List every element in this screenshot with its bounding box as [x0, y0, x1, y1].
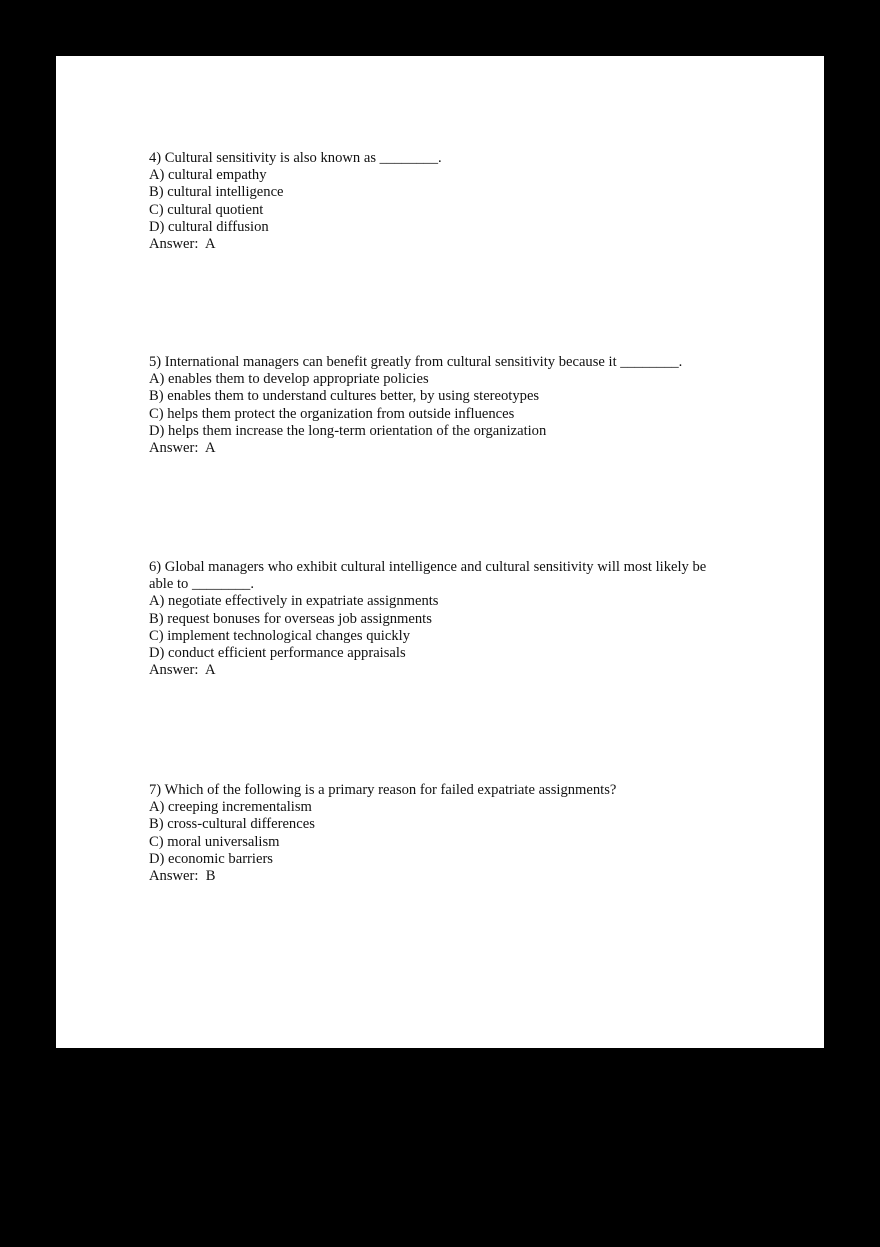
answer: Answer: A: [149, 440, 216, 457]
question-stem: 4) Cultural sensitivity is also known as ________.: [149, 150, 442, 166]
answer: Answer: B: [149, 868, 216, 885]
option-d: D) helps them increase the long-term orientation of the organization: [149, 422, 547, 439]
question-4: [149, 150, 739, 253]
answer: Answer: A: [149, 662, 216, 679]
question-stem: 7) Which of the following is a primary reason for failed expatriate assignments?: [149, 782, 617, 798]
option-a: A) creeping incrementalism: [149, 799, 312, 816]
question-5: [149, 354, 739, 457]
question-7: [149, 782, 739, 885]
option-d: D) conduct efficient performance appraisals: [149, 645, 406, 662]
option-a: A) enables them to develop appropriate policies: [149, 371, 429, 388]
option-d: D) economic barriers: [149, 850, 273, 867]
option-a: A) negotiate effectively in expatriate assignments: [149, 593, 439, 610]
option-b: B) enables them to understand cultures better, by using stereotypes: [149, 388, 540, 405]
option-c: C) cultural quotient: [149, 201, 264, 218]
answer: Answer: A: [149, 236, 216, 253]
option-c: C) implement technological changes quickly: [149, 627, 410, 644]
option-a: A) cultural empathy: [149, 167, 267, 184]
option-b: B) cultural intelligence: [149, 184, 284, 201]
document-page: [56, 56, 824, 1048]
question-stem-line-2: able to ________.: [149, 576, 254, 593]
question-stem-line-1: 6) Global managers who exhibit cultural intelligence and cultural sensitivity will most likely be: [149, 559, 707, 575]
question-stem: 5) International managers can benefit greatly from cultural sensitivity because it ________.: [149, 354, 683, 370]
option-d: D) cultural diffusion: [149, 218, 269, 235]
option-c: C) moral universalism: [149, 833, 280, 850]
option-b: B) request bonuses for overseas job assignments: [149, 610, 432, 627]
option-b: B) cross-cultural differences: [149, 816, 315, 833]
option-c: C) helps them protect the organization from outside influences: [149, 405, 515, 422]
question-6: [149, 559, 739, 679]
